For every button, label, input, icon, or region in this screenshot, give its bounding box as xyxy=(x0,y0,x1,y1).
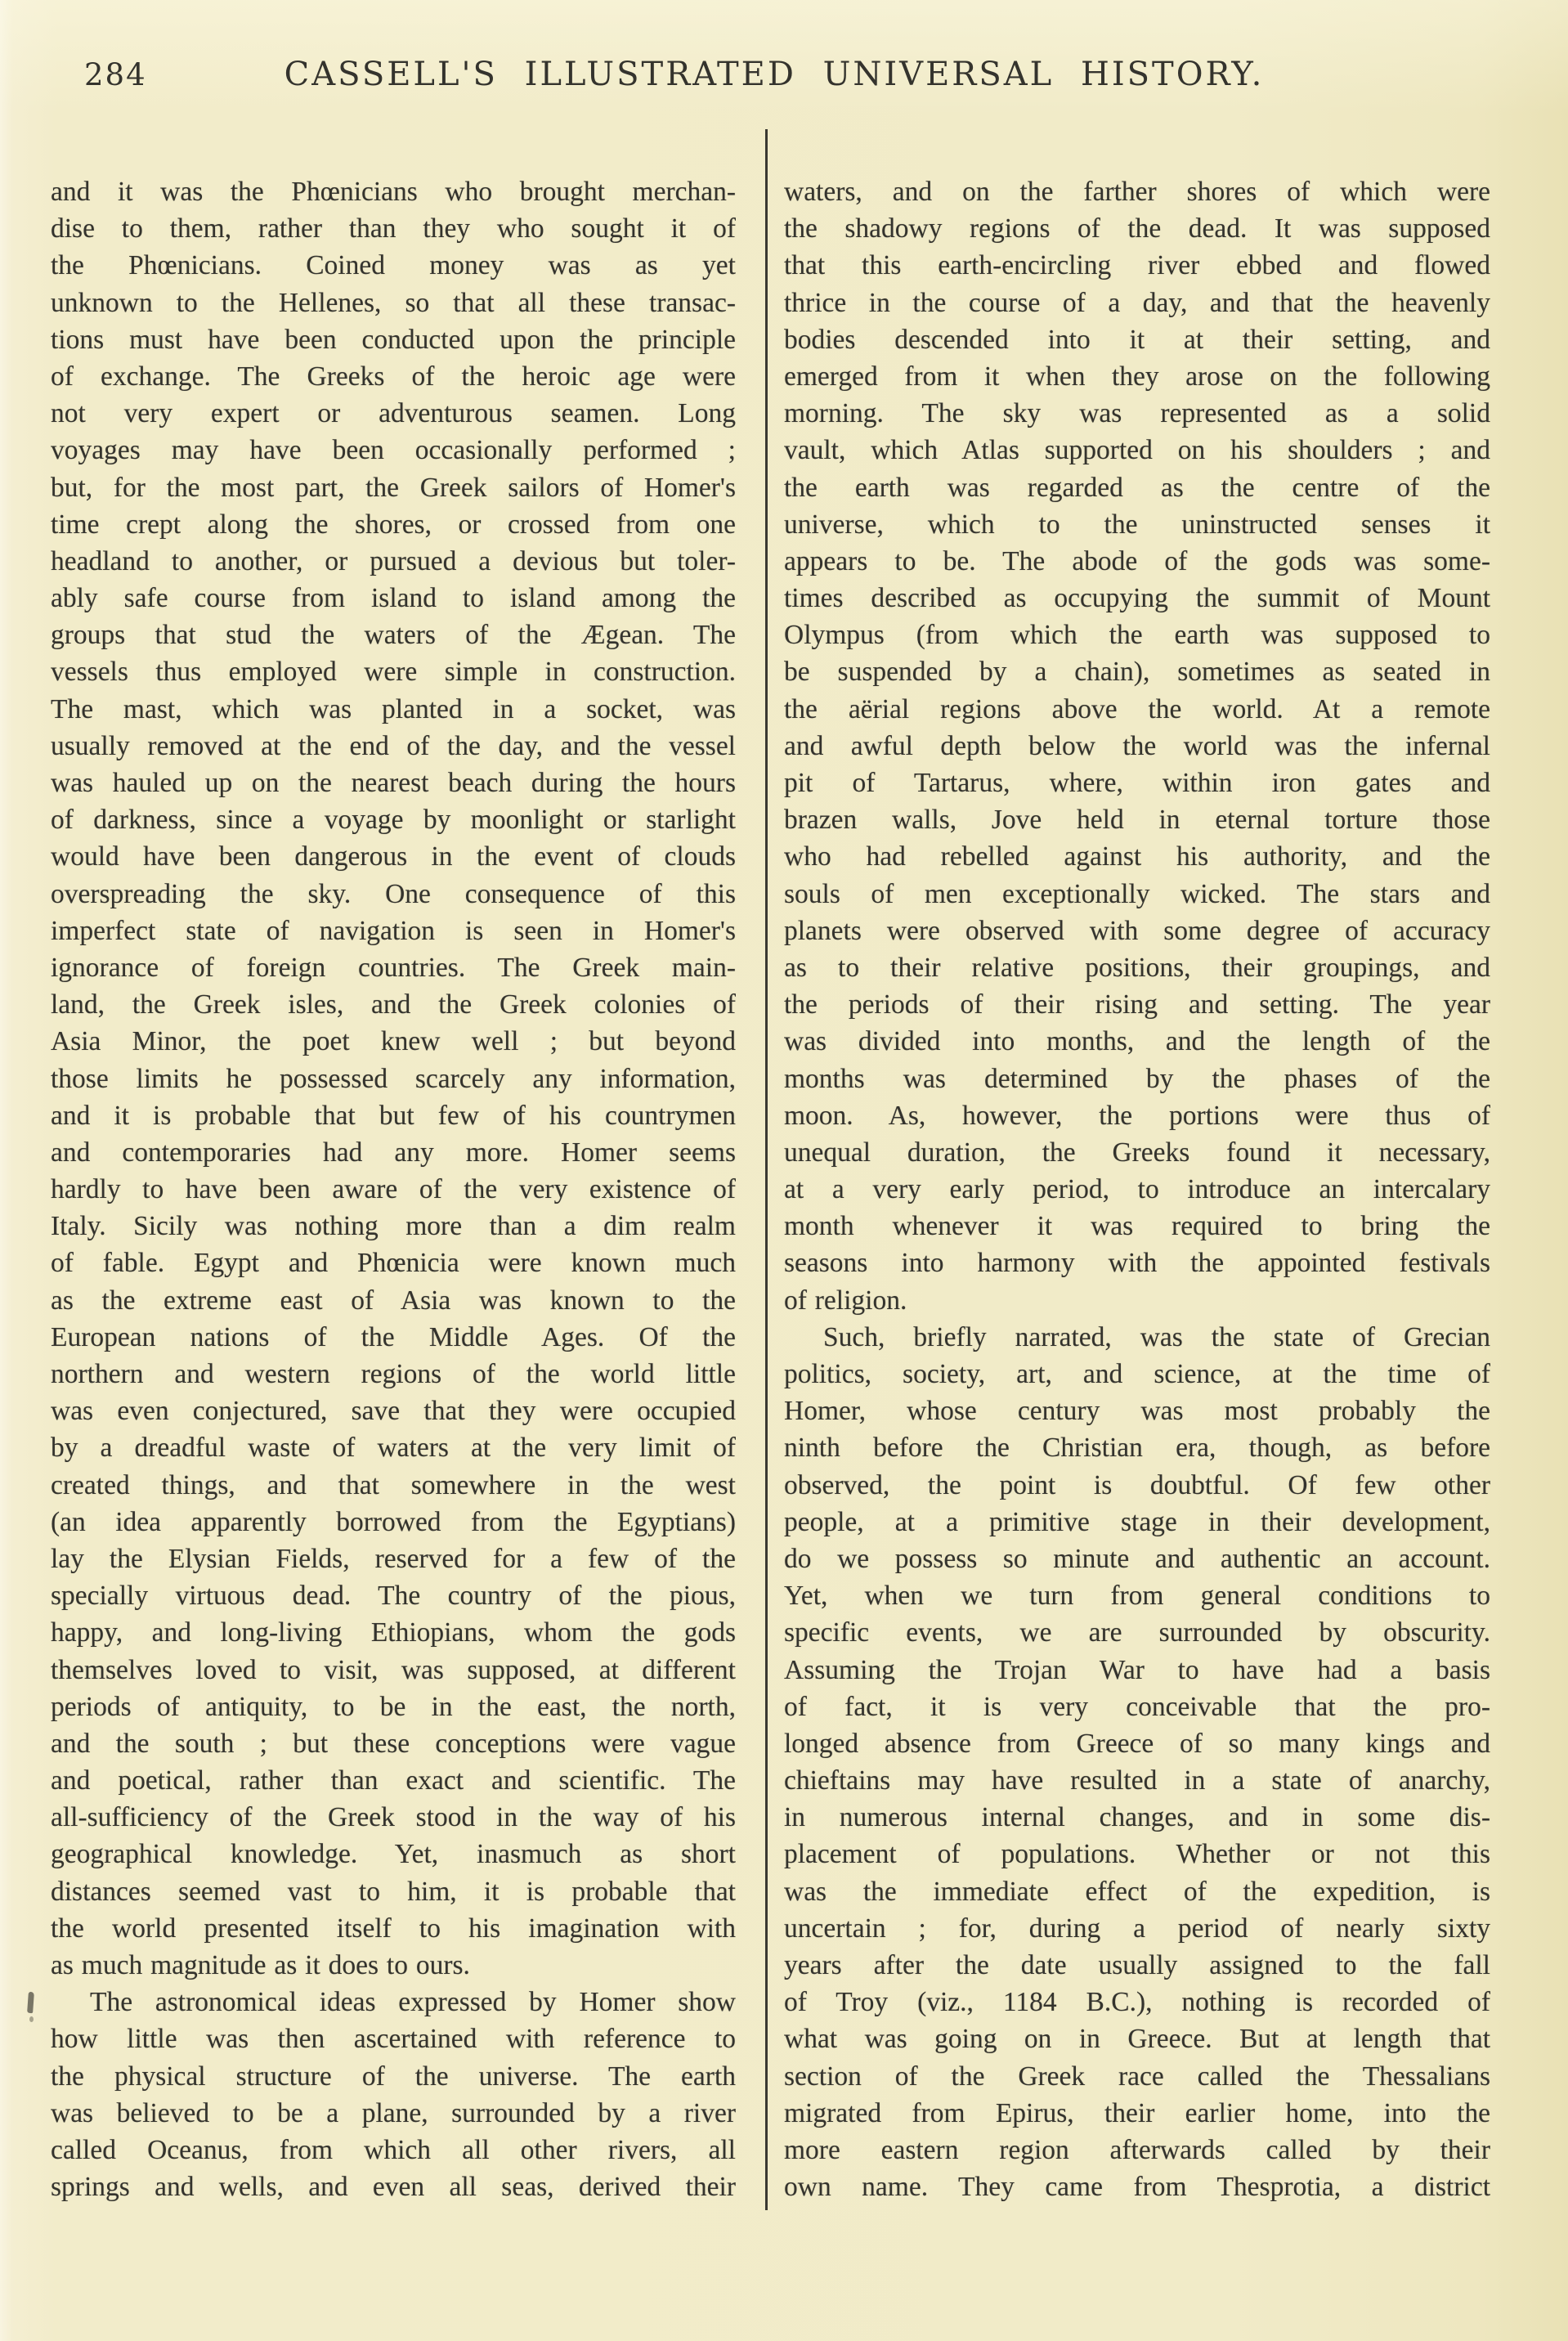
text-line: Asia Minor, the poet knew well ; but beyond xyxy=(51,1026,736,1057)
text-line: periods of antiquity, to be in the east, the north, xyxy=(51,1691,736,1722)
text-line: and poetical, rather than exact and scientific. The xyxy=(51,1765,736,1796)
text-line: was the immediate effect of the expedition, is xyxy=(784,1876,1490,1907)
text-line: dise to them, rather than they who sought it of xyxy=(51,213,736,244)
text-line: observed, the point is doubtful. Of few other xyxy=(784,1469,1490,1500)
text-line: but, for the most part, the Greek sailors of Homer's xyxy=(51,472,736,503)
text-line: called Oceanus, from which all other rivers, all xyxy=(51,2134,736,2165)
text-line: times described as occupying the summit of Mount xyxy=(784,583,1490,614)
text-line: be suspended by a chain), sometimes as seated in xyxy=(784,657,1490,688)
text-line: of fable. Egypt and Phœnicia were known much xyxy=(51,1248,736,1279)
text-line: as much magnitude as it does to ours. xyxy=(51,1950,470,1980)
text-line: vessels thus employed were simple in construction. xyxy=(51,657,736,688)
text-line: lay the Elysian Fields, reserved for a few of the xyxy=(51,1543,736,1574)
text-line: Assuming the Trojan War to have had a basis xyxy=(784,1654,1490,1685)
text-line: moon. As, however, the portions were thus of xyxy=(784,1100,1490,1131)
text-line: tions must have been conducted upon the principle xyxy=(51,324,736,355)
text-line: chieftains may have resulted in a state of anarchy, xyxy=(784,1765,1490,1796)
text-line: created things, and that somewhere in the west xyxy=(51,1469,736,1500)
text-line: of religion. xyxy=(784,1285,907,1316)
text-line: brazen walls, Jove held in eternal torture those xyxy=(784,805,1490,836)
text-line: politics, society, art, and science, at the time of xyxy=(784,1359,1490,1389)
text-line: imperfect state of navigation is seen in Homer's xyxy=(51,915,736,946)
text-line: month whenever it was required to bring the xyxy=(784,1211,1490,1242)
column-divider-rule xyxy=(765,129,768,2210)
text-line: and contemporaries had any more. Homer seems xyxy=(51,1137,736,1168)
text-line: specific events, we are surrounded by obscurity. xyxy=(784,1617,1490,1648)
text-line: was believed to be a plane, surrounded by a river xyxy=(51,2097,736,2128)
text-line: vault, which Atlas supported on his shoulders ; and xyxy=(784,435,1490,466)
text-line: was divided into months, and the length of the xyxy=(784,1026,1490,1057)
running-header-title: CASSELL'S ILLUSTRATED UNIVERSAL HISTORY. xyxy=(284,56,1265,93)
text-line: emerged from it when they arose on the following xyxy=(784,361,1490,392)
text-line: springs and wells, and even all seas, derived their xyxy=(51,2172,736,2203)
text-line: Italy. Sicily was nothing more than a dim realm xyxy=(51,1211,736,1242)
text-line: the world presented itself to his imagination with xyxy=(51,1913,736,1944)
text-line: the Phœnicians. Coined money was as yet xyxy=(51,250,736,281)
text-line: more eastern region afterwards called by their xyxy=(784,2134,1490,2165)
text-line: that this earth-encircling river ebbed and flowed xyxy=(784,250,1490,281)
text-line: Homer, whose century was most probably the xyxy=(784,1396,1490,1427)
text-line: people, at a primitive stage in their development, xyxy=(784,1506,1490,1537)
text-line: land, the Greek isles, and the Greek colonies of xyxy=(51,989,736,1020)
text-line: distances seemed vast to him, it is probable that xyxy=(51,1876,736,1907)
text-line: and it is probable that but few of his countrymen xyxy=(51,1100,736,1131)
text-line: Such, briefly narrated, was the state of Grecian xyxy=(823,1321,1490,1352)
text-line: the aërial regions above the world. At a remote xyxy=(784,693,1490,724)
text-line: thrice in the course of a day, and that the heavenly xyxy=(784,287,1490,318)
text-line: The mast, which was planted in a socket, was xyxy=(51,693,736,724)
text-line: Olympus (from which the earth was supposed to xyxy=(784,620,1490,651)
text-line: of darkness, since a voyage by moonlight or starlight xyxy=(51,805,736,836)
text-line: pit of Tartarus, where, within iron gates and xyxy=(784,768,1490,798)
text-line: headland to another, or pursued a devious but toler- xyxy=(51,545,736,576)
text-line: what was going on in Greece. But at length that xyxy=(784,2024,1490,2055)
text-line: souls of men exceptionally wicked. The stars and xyxy=(784,878,1490,909)
text-line: morning. The sky was represented as a solid xyxy=(784,398,1490,429)
text-line: The astronomical ideas expressed by Homer show xyxy=(90,1987,736,2018)
text-line: months was determined by the phases of the xyxy=(784,1063,1490,1094)
text-line: seasons into harmony with the appointed festivals xyxy=(784,1248,1490,1279)
text-line: would have been dangerous in the event of clouds xyxy=(51,841,736,872)
text-line: years after the date usually assigned to the fall xyxy=(784,1950,1490,1980)
text-line: longed absence from Greece of so many kings and xyxy=(784,1728,1490,1759)
text-line: planets were observed with some degree of accuracy xyxy=(784,915,1490,946)
text-line: of exchange. The Greeks of the heroic age were xyxy=(51,361,736,392)
text-line: hardly to have been aware of the very existence of xyxy=(51,1174,736,1205)
text-line: as to their relative positions, their groupings, and xyxy=(784,952,1490,983)
text-line: geographical knowledge. Yet, inasmuch as short xyxy=(51,1839,736,1870)
ink-blemish xyxy=(29,2016,34,2022)
text-line: Yet, when we turn from general conditions to xyxy=(784,1581,1490,1612)
text-line: unequal duration, the Greeks found it necessary, xyxy=(784,1137,1490,1168)
text-line: those limits he possessed scarcely any information, xyxy=(51,1063,736,1094)
text-line: as the extreme east of Asia was known to the xyxy=(51,1285,736,1316)
text-line: (an idea apparently borrowed from the Egyptians) xyxy=(51,1506,736,1537)
text-line: usually removed at the end of the day, and the vessel xyxy=(51,730,736,761)
text-line: do we possess so minute and authentic an account. xyxy=(784,1543,1490,1574)
text-line: unknown to the Hellenes, so that all these transac- xyxy=(51,287,736,318)
text-line: was hauled up on the nearest beach during the hours xyxy=(51,768,736,798)
text-line: groups that stud the waters of the Ægean. The xyxy=(51,620,736,651)
text-line: uncertain ; for, during a period of nearly sixty xyxy=(784,1913,1490,1944)
text-line: bodies descended into it at their setting, and xyxy=(784,324,1490,355)
text-line: the shadowy regions of the dead. It was supposed xyxy=(784,213,1490,244)
text-line: time crept along the shores, or crossed from one xyxy=(51,509,736,540)
text-line: in numerous internal changes, and in some dis- xyxy=(784,1802,1490,1833)
text-line: all-sufficiency of the Greek stood in the way of his xyxy=(51,1802,736,1833)
text-line: waters, and on the farther shores of which were xyxy=(784,177,1490,207)
text-line: European nations of the Middle Ages. Of the xyxy=(51,1321,736,1352)
text-column-right xyxy=(784,173,1490,2205)
text-line: the periods of their rising and setting. The year xyxy=(784,989,1490,1020)
text-line: and it was the Phœnicians who brought merchan- xyxy=(51,177,736,207)
text-line: at a very early period, to introduce an intercalary xyxy=(784,1174,1490,1205)
text-line: happy, and long-living Ethiopians, whom the gods xyxy=(51,1617,736,1648)
ink-blemish xyxy=(27,1992,34,2013)
page-number: 284 xyxy=(84,57,147,92)
text-column-left xyxy=(51,173,736,2205)
text-line: the physical structure of the universe. The earth xyxy=(51,2061,736,2092)
text-line: and awful depth below the world was the infernal xyxy=(784,730,1490,761)
text-line: ignorance of foreign countries. The Greek main- xyxy=(51,952,736,983)
text-line: who had rebelled against his authority, and the xyxy=(784,841,1490,872)
text-line: section of the Greek race called the Thessalians xyxy=(784,2061,1490,2092)
text-line: ably safe course from island to island among the xyxy=(51,583,736,614)
text-line: not very expert or adventurous seamen. Long xyxy=(51,398,736,429)
text-line: the earth was regarded as the centre of the xyxy=(784,472,1490,503)
text-line: of Troy (viz., 1184 B.C.), nothing is recorded of xyxy=(784,1987,1490,2018)
text-line: migrated from Epirus, their earlier home, into the xyxy=(784,2097,1490,2128)
text-line: appears to be. The abode of the gods was some- xyxy=(784,545,1490,576)
text-line: voyages may have been occasionally performed ; xyxy=(51,435,736,466)
text-line: northern and western regions of the world little xyxy=(51,1359,736,1389)
text-line: of fact, it is very conceivable that the pro- xyxy=(784,1691,1490,1722)
text-line: universe, which to the uninstructed senses it xyxy=(784,509,1490,540)
text-line: own name. They came from Thesprotia, a district xyxy=(784,2172,1490,2203)
text-line: overspreading the sky. One consequence of this xyxy=(51,878,736,909)
text-line: specially virtuous dead. The country of the pious, xyxy=(51,1581,736,1612)
text-line: by a dreadful waste of waters at the very limit of xyxy=(51,1433,736,1464)
text-line: themselves loved to visit, was supposed, at different xyxy=(51,1654,736,1685)
text-line: ninth before the Christian era, though, as before xyxy=(784,1433,1490,1464)
text-line: placement of populations. Whether or not this xyxy=(784,1839,1490,1870)
text-line: was even conjectured, save that they were occupied xyxy=(51,1396,736,1427)
text-line: and the south ; but these conceptions were vague xyxy=(51,1728,736,1759)
text-line: how little was then ascertained with reference to xyxy=(51,2024,736,2055)
